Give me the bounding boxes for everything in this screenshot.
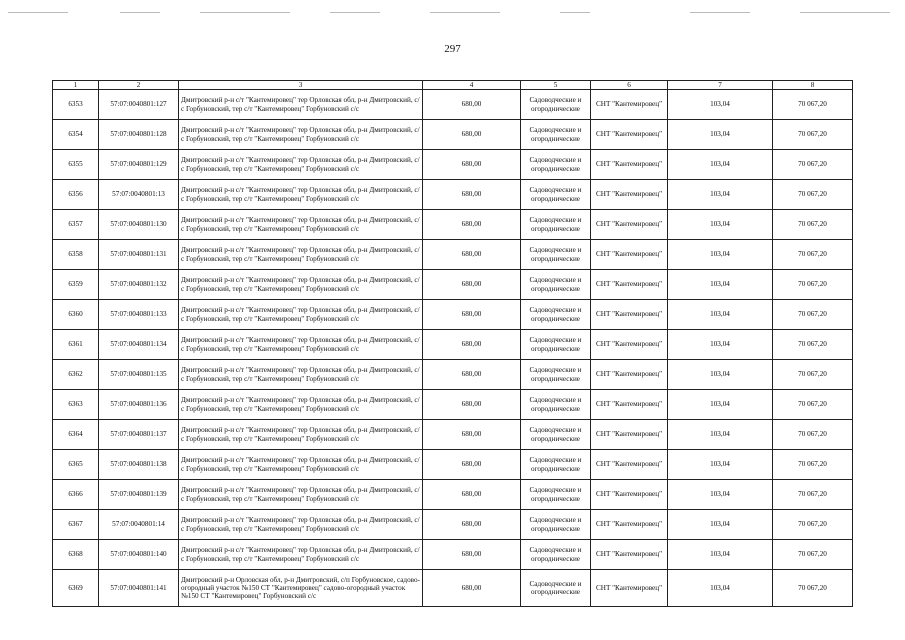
area-cell: 680,00 — [423, 330, 521, 360]
table-row — [53, 330, 853, 360]
row-number-cell: 6361 — [53, 330, 99, 360]
unit-value-cell: 103,04 — [668, 180, 773, 210]
land-use-cell: Садоводческие и огороднические — [521, 210, 591, 240]
address-cell: Дмитровский р-н с/т "Кантемировец" тер Орловская обл, р-н Дмитровский, с/с Горбуновский, тер с/т "Кантемировец" Горбуновский с/с — [179, 330, 423, 360]
table-row — [53, 240, 853, 270]
owner-cell: СНТ "Кантемировец" — [591, 240, 668, 270]
row-number-cell: 6368 — [53, 540, 99, 570]
cadastral-number-cell: 57:07:0040801:137 — [99, 420, 179, 450]
column-header: 3 — [179, 81, 423, 90]
table-row — [53, 210, 853, 240]
scan-noise — [0, 4, 905, 24]
area-cell: 680,00 — [423, 180, 521, 210]
owner-cell: СНТ "Кантемировец" — [591, 270, 668, 300]
land-use-cell: Садоводческие и огороднические — [521, 90, 591, 120]
cadastral-number-cell: 57:07:0040801:127 — [99, 90, 179, 120]
cadastral-value-cell: 70 067,20 — [773, 240, 853, 270]
unit-value-cell: 103,04 — [668, 120, 773, 150]
area-cell: 680,00 — [423, 300, 521, 330]
cadastral-number-cell: 57:07:0040801:132 — [99, 270, 179, 300]
row-number-cell: 6366 — [53, 480, 99, 510]
table-row — [53, 300, 853, 330]
unit-value-cell: 103,04 — [668, 540, 773, 570]
row-number-cell: 6360 — [53, 300, 99, 330]
land-use-cell: Садоводческие и огороднические — [521, 450, 591, 480]
land-use-cell: Садоводческие и огороднические — [521, 270, 591, 300]
unit-value-cell: 103,04 — [668, 360, 773, 390]
cadastral-number-cell: 57:07:0040801:130 — [99, 210, 179, 240]
row-number-cell: 6355 — [53, 150, 99, 180]
cadastral-number-cell: 57:07:0040801:138 — [99, 450, 179, 480]
table-row — [53, 270, 853, 300]
table-row — [53, 480, 853, 510]
cadastral-value-cell: 70 067,20 — [773, 480, 853, 510]
owner-cell: СНТ "Кантемировец" — [591, 150, 668, 180]
owner-cell: СНТ "Кантемировец" — [591, 420, 668, 450]
row-number-cell: 6353 — [53, 90, 99, 120]
table-row — [53, 180, 853, 210]
land-use-cell: Садоводческие и огороднические — [521, 570, 591, 607]
cadastral-number-cell: 57:07:0040801:134 — [99, 330, 179, 360]
area-cell: 680,00 — [423, 420, 521, 450]
row-number-cell: 6354 — [53, 120, 99, 150]
column-header: 1 — [53, 81, 99, 90]
table-row — [53, 420, 853, 450]
land-use-cell: Садоводческие и огороднические — [521, 150, 591, 180]
cadastral-number-cell: 57:07:0040801:135 — [99, 360, 179, 390]
owner-cell: СНТ "Кантемировец" — [591, 540, 668, 570]
land-use-cell: Садоводческие и огороднические — [521, 300, 591, 330]
area-cell: 680,00 — [423, 240, 521, 270]
column-number-row — [53, 81, 853, 90]
area-cell: 680,00 — [423, 480, 521, 510]
address-cell: Дмитровский р-н с/т "Кантемировец" тер Орловская обл, р-н Дмитровский, с/с Горбуновский, тер с/т "Кантемировец" Горбуновский с/с — [179, 120, 423, 150]
area-cell: 680,00 — [423, 270, 521, 300]
table-row — [53, 570, 853, 607]
column-header: 2 — [99, 81, 179, 90]
column-header: 6 — [591, 81, 668, 90]
table-row — [53, 390, 853, 420]
owner-cell: СНТ "Кантемировец" — [591, 120, 668, 150]
cadastral-number-cell: 57:07:0040801:139 — [99, 480, 179, 510]
table-row — [53, 540, 853, 570]
cadastral-value-cell: 70 067,20 — [773, 150, 853, 180]
land-use-cell: Садоводческие и огороднические — [521, 390, 591, 420]
land-use-cell: Садоводческие и огороднические — [521, 510, 591, 540]
cadastral-number-cell: 57:07:0040801:133 — [99, 300, 179, 330]
area-cell: 680,00 — [423, 210, 521, 240]
table-row — [53, 510, 853, 540]
address-cell: Дмитровский р-н с/т "Кантемировец" тер Орловская обл, р-н Дмитровский, с/с Горбуновский, тер с/т "Кантемировец" Горбуновский с/с — [179, 150, 423, 180]
unit-value-cell: 103,04 — [668, 420, 773, 450]
unit-value-cell: 103,04 — [668, 270, 773, 300]
unit-value-cell: 103,04 — [668, 210, 773, 240]
cadastral-value-cell: 70 067,20 — [773, 360, 853, 390]
owner-cell: СНТ "Кантемировец" — [591, 210, 668, 240]
address-cell: Дмитровский р-н с/т "Кантемировец" тер Орловская обл, р-н Дмитровский, с/с Горбуновский, тер с/т "Кантемировец" Горбуновский с/с — [179, 390, 423, 420]
cadastral-value-cell: 70 067,20 — [773, 450, 853, 480]
row-number-cell: 6367 — [53, 510, 99, 540]
area-cell: 680,00 — [423, 120, 521, 150]
area-cell: 680,00 — [423, 570, 521, 607]
unit-value-cell: 103,04 — [668, 150, 773, 180]
owner-cell: СНТ "Кантемировец" — [591, 570, 668, 607]
owner-cell: СНТ "Кантемировец" — [591, 510, 668, 540]
address-cell: Дмитровский р-н с/т "Кантемировец" тер Орловская обл, р-н Дмитровский, с/с Горбуновский, тер с/т "Кантемировец" Горбуновский с/с — [179, 360, 423, 390]
column-header: 4 — [423, 81, 521, 90]
row-number-cell: 6364 — [53, 420, 99, 450]
cadastral-value-cell: 70 067,20 — [773, 330, 853, 360]
owner-cell: СНТ "Кантемировец" — [591, 360, 668, 390]
land-use-cell: Садоводческие и огороднические — [521, 480, 591, 510]
cadastral-number-cell: 57:07:0040801:131 — [99, 240, 179, 270]
row-number-cell: 6365 — [53, 450, 99, 480]
address-cell: Дмитровский р-н с/т "Кантемировец" тер Орловская обл, р-н Дмитровский, с/с Горбуновский, тер с/т "Кантемировец" Горбуновский с/с — [179, 90, 423, 120]
table-row — [53, 360, 853, 390]
owner-cell: СНТ "Кантемировец" — [591, 450, 668, 480]
unit-value-cell: 103,04 — [668, 450, 773, 480]
unit-value-cell: 103,04 — [668, 90, 773, 120]
land-plot-table — [52, 80, 853, 607]
cadastral-value-cell: 70 067,20 — [773, 120, 853, 150]
unit-value-cell: 103,04 — [668, 300, 773, 330]
cadastral-number-cell: 57:07:0040801:141 — [99, 570, 179, 607]
land-use-cell: Садоводческие и огороднические — [521, 240, 591, 270]
cadastral-value-cell: 70 067,20 — [773, 390, 853, 420]
land-use-cell: Садоводческие и огороднические — [521, 180, 591, 210]
cadastral-value-cell: 70 067,20 — [773, 420, 853, 450]
cadastral-value-cell: 70 067,20 — [773, 210, 853, 240]
owner-cell: СНТ "Кантемировец" — [591, 90, 668, 120]
address-cell: Дмитровский р-н с/т "Кантемировец" тер Орловская обл, р-н Дмитровский, с/с Горбуновский, тер с/т "Кантемировец" Горбуновский с/с — [179, 270, 423, 300]
column-header: 5 — [521, 81, 591, 90]
area-cell: 680,00 — [423, 90, 521, 120]
cadastral-value-cell: 70 067,20 — [773, 510, 853, 540]
row-number-cell: 6363 — [53, 390, 99, 420]
owner-cell: СНТ "Кантемировец" — [591, 480, 668, 510]
address-cell: Дмитровский р-н с/т "Кантемировец" тер Орловская обл, р-н Дмитровский, с/с Горбуновский, тер с/т "Кантемировец" Горбуновский с/с — [179, 240, 423, 270]
table-row — [53, 90, 853, 120]
cadastral-value-cell: 70 067,20 — [773, 270, 853, 300]
unit-value-cell: 103,04 — [668, 510, 773, 540]
cadastral-number-cell: 57:07:0040801:136 — [99, 390, 179, 420]
address-cell: Дмитровский р-н с/т "Кантемировец" тер Орловская обл, р-н Дмитровский, с/с Горбуновский, тер с/т "Кантемировец" Горбуновский с/с — [179, 210, 423, 240]
address-cell: Дмитровский р-н с/т "Кантемировец" тер Орловская обл, р-н Дмитровский, с/с Горбуновский, тер с/т "Кантемировец" Горбуновский с/с — [179, 180, 423, 210]
owner-cell: СНТ "Кантемировец" — [591, 330, 668, 360]
area-cell: 680,00 — [423, 510, 521, 540]
table-body — [53, 90, 853, 607]
row-number-cell: 6359 — [53, 270, 99, 300]
table-row — [53, 450, 853, 480]
cadastral-number-cell: 57:07:0040801:13 — [99, 180, 179, 210]
area-cell: 680,00 — [423, 150, 521, 180]
area-cell: 680,00 — [423, 360, 521, 390]
unit-value-cell: 103,04 — [668, 390, 773, 420]
cadastral-number-cell: 57:07:0040801:140 — [99, 540, 179, 570]
address-cell: Дмитровский р-н с/т "Кантемировец" тер Орловская обл, р-н Дмитровский, с/с Горбуновский, тер с/т "Кантемировец" Горбуновский с/с — [179, 540, 423, 570]
address-cell: Дмитровский р-н Орловская обл, р-н Дмитровский, с/п Горбуновское, садово-огородный участок №150 СТ "Кантемировец" садово-огородный участок №150 СТ "Кантемировец" Горбуновский с/с — [179, 570, 423, 607]
column-header: 8 — [773, 81, 853, 90]
land-use-cell: Садоводческие и огороднические — [521, 120, 591, 150]
row-number-cell: 6362 — [53, 360, 99, 390]
page-number: 297 — [444, 43, 461, 55]
cadastral-value-cell: 70 067,20 — [773, 180, 853, 210]
table-row — [53, 120, 853, 150]
cadastral-value-cell: 70 067,20 — [773, 300, 853, 330]
cadastral-number-cell: 57:07:0040801:128 — [99, 120, 179, 150]
address-cell: Дмитровский р-н с/т "Кантемировец" тер Орловская обл, р-н Дмитровский, с/с Горбуновский, тер с/т "Кантемировец" Горбуновский с/с — [179, 420, 423, 450]
table-row — [53, 150, 853, 180]
row-number-cell: 6356 — [53, 180, 99, 210]
cadastral-number-cell: 57:07:0040801:129 — [99, 150, 179, 180]
cadastral-value-cell: 70 067,20 — [773, 570, 853, 607]
owner-cell: СНТ "Кантемировец" — [591, 390, 668, 420]
cadastral-number-cell: 57:07:0040801:14 — [99, 510, 179, 540]
unit-value-cell: 103,04 — [668, 330, 773, 360]
address-cell: Дмитровский р-н с/т "Кантемировец" тер Орловская обл, р-н Дмитровский, с/с Горбуновский, тер с/т "Кантемировец" Горбуновский с/с — [179, 450, 423, 480]
row-number-cell: 6357 — [53, 210, 99, 240]
row-number-cell: 6358 — [53, 240, 99, 270]
unit-value-cell: 103,04 — [668, 570, 773, 607]
land-use-cell: Садоводческие и огороднические — [521, 330, 591, 360]
unit-value-cell: 103,04 — [668, 480, 773, 510]
address-cell: Дмитровский р-н с/т "Кантемировец" тер Орловская обл, р-н Дмитровский, с/с Горбуновский, тер с/т "Кантемировец" Горбуновский с/с — [179, 480, 423, 510]
row-number-cell: 6369 — [53, 570, 99, 607]
cadastral-value-cell: 70 067,20 — [773, 540, 853, 570]
cadastral-value-cell: 70 067,20 — [773, 90, 853, 120]
owner-cell: СНТ "Кантемировец" — [591, 180, 668, 210]
owner-cell: СНТ "Кантемировец" — [591, 300, 668, 330]
unit-value-cell: 103,04 — [668, 240, 773, 270]
area-cell: 680,00 — [423, 540, 521, 570]
address-cell: Дмитровский р-н с/т "Кантемировец" тер Орловская обл, р-н Дмитровский, с/с Горбуновский, тер с/т "Кантемировец" Горбуновский с/с — [179, 300, 423, 330]
land-use-cell: Садоводческие и огороднические — [521, 420, 591, 450]
area-cell: 680,00 — [423, 450, 521, 480]
column-header: 7 — [668, 81, 773, 90]
area-cell: 680,00 — [423, 390, 521, 420]
land-use-cell: Садоводческие и огороднические — [521, 540, 591, 570]
address-cell: Дмитровский р-н с/т "Кантемировец" тер Орловская обл, р-н Дмитровский, с/с Горбуновский, тер с/т "Кантемировец" Горбуновский с/с — [179, 510, 423, 540]
land-use-cell: Садоводческие и огороднические — [521, 360, 591, 390]
